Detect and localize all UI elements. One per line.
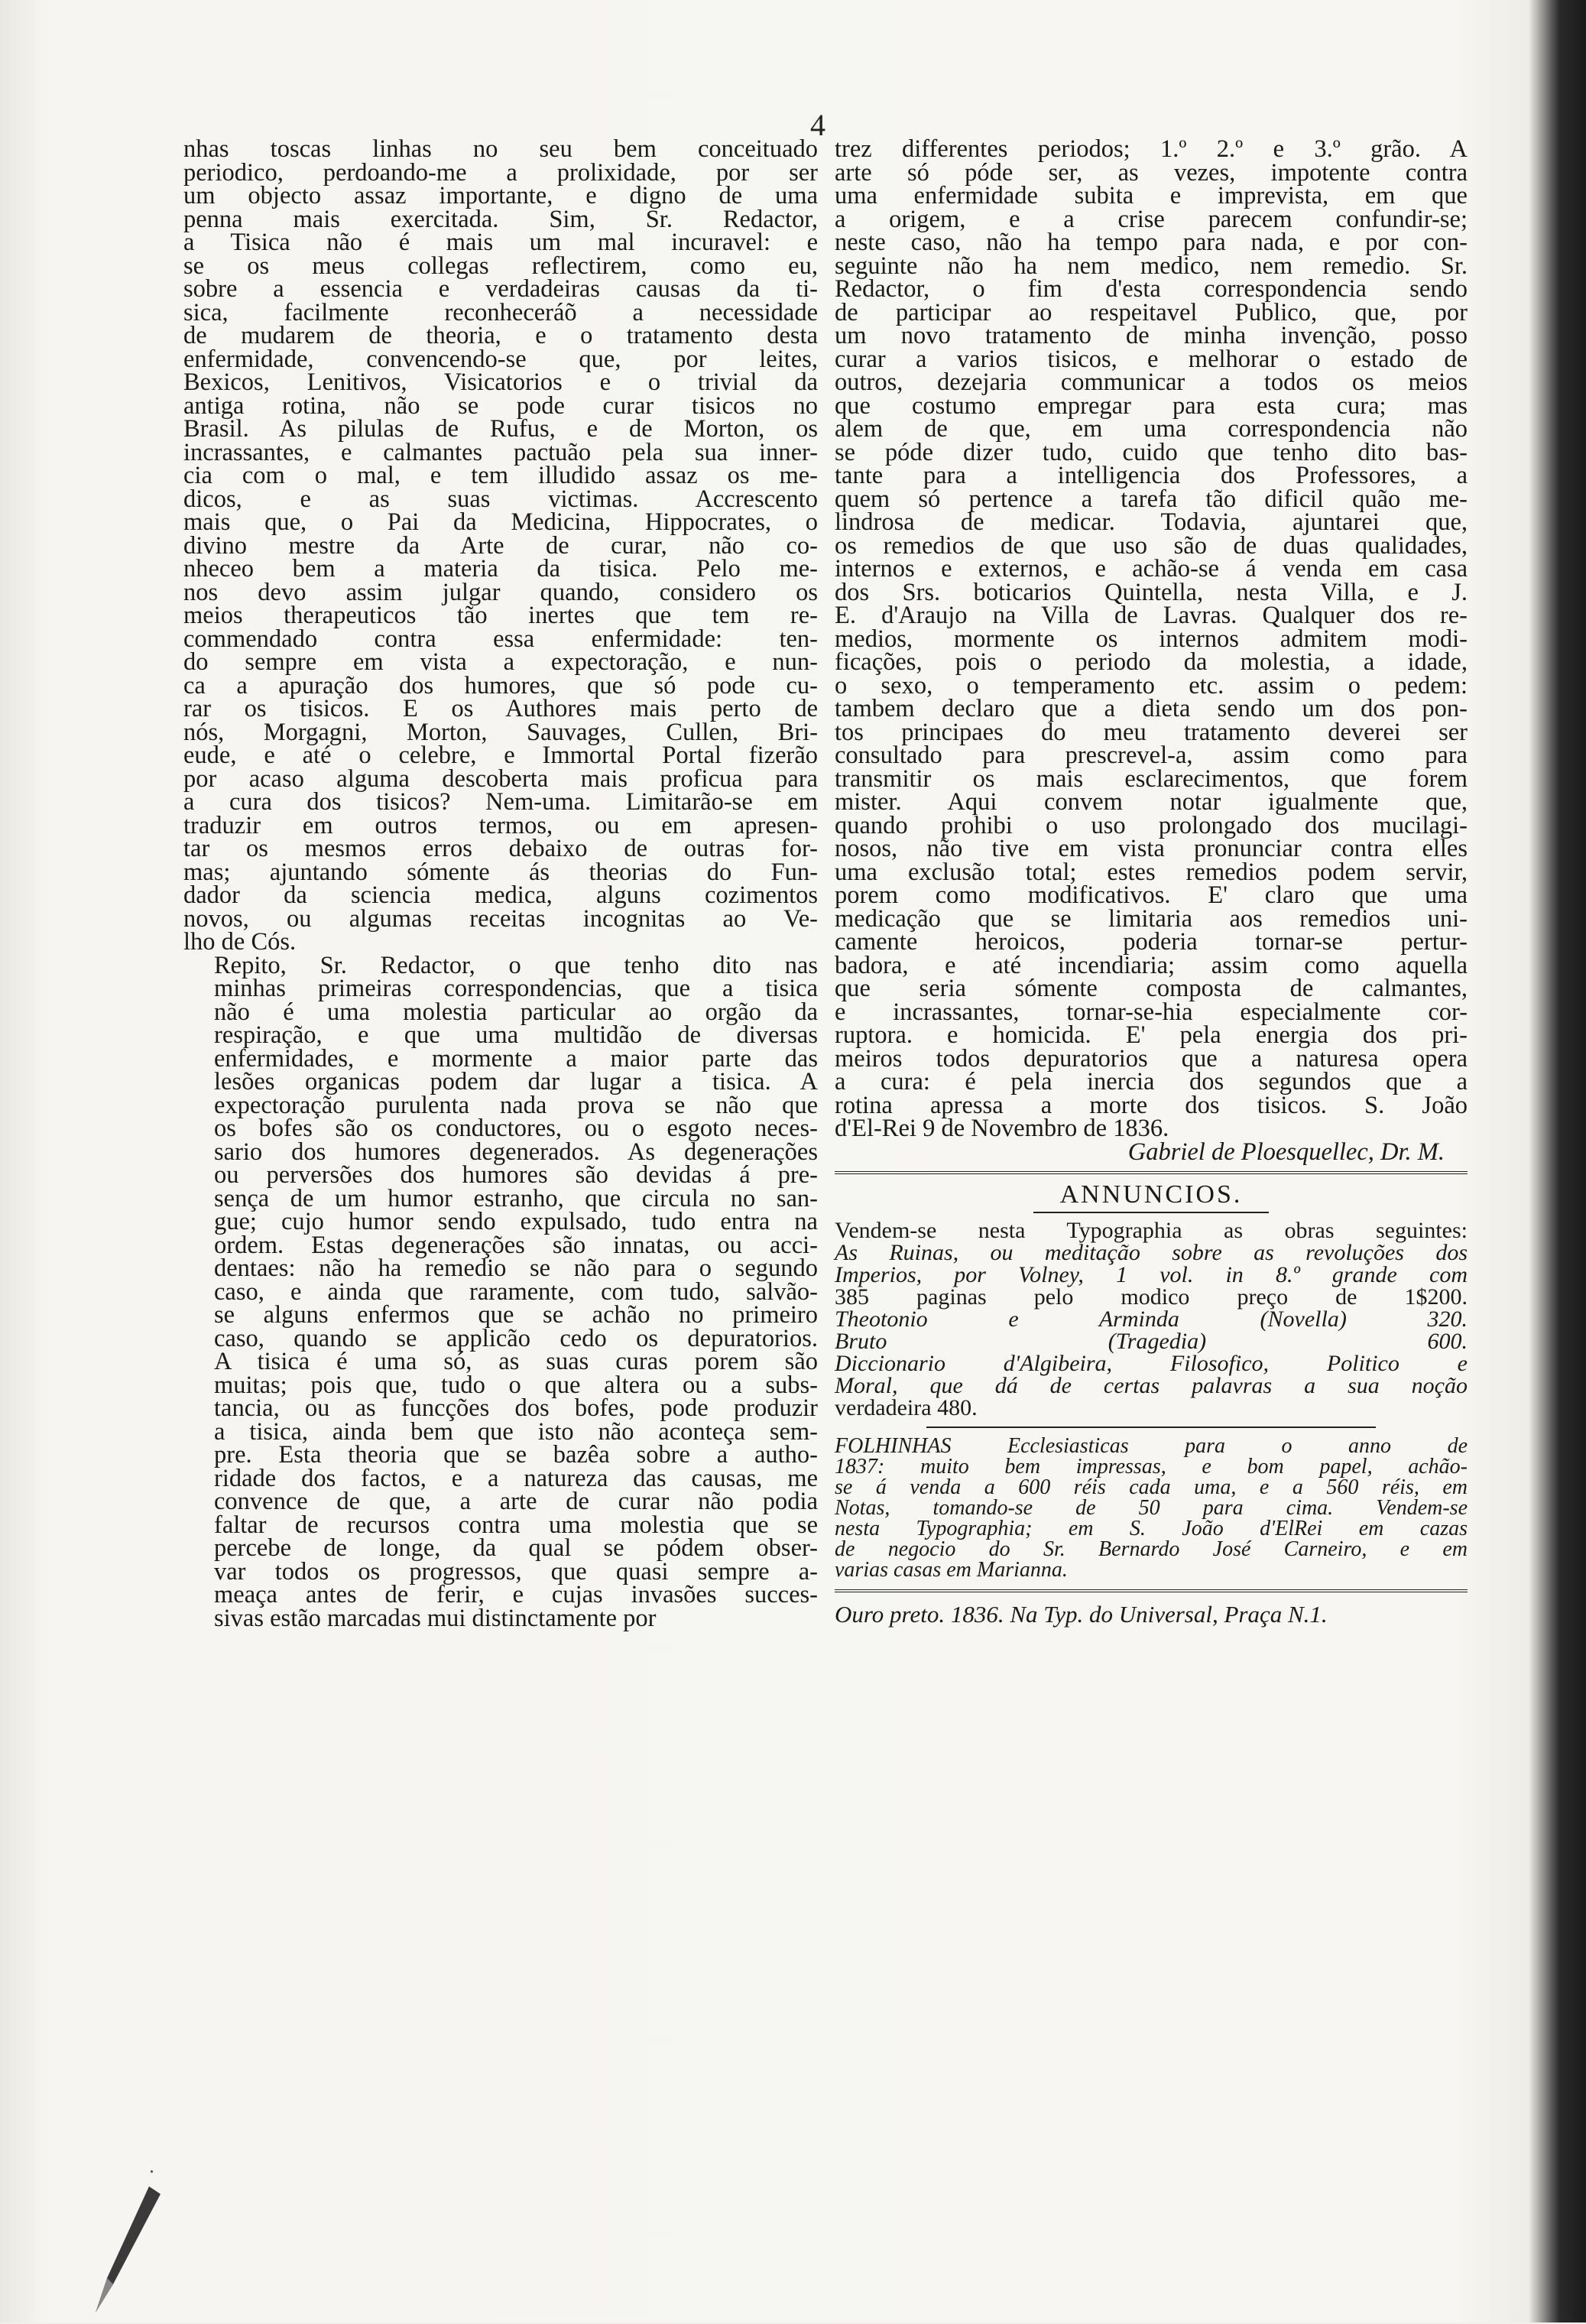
left-paragraph-1-line: nhas toscas linhas no seu bem conceituado [183, 135, 818, 163]
folhinhas-line: FOLHINHAS Ecclesiasticas para o anno de [835, 1433, 1468, 1458]
right-paragraph-1-line: internos e externos, e achão-se á venda em casa [835, 555, 1468, 583]
right-paragraph-1-line: os remedios de que uso são de duas qualidades, [835, 531, 1468, 560]
right-paragraph-1-line: arte só póde ser, as vezes, impotente contra [835, 158, 1468, 187]
advertisement-divider [926, 1427, 1376, 1428]
left-paragraph-1-line: enfermidade, convencendo-se que, por leites, [183, 345, 818, 373]
folhinhas-line: Notas, tomando-se de 50 para cima. Vendem-se [835, 1495, 1468, 1520]
right-paragraph-1-line: e incrassantes, tornar-se-hia especialmente cor- [835, 998, 1468, 1026]
advertisement-line: Moral, que dá de certas palavras a sua noção [835, 1372, 1468, 1398]
left-paragraph-1-line: se os meus collegas reflectirem, como eu, [183, 252, 818, 280]
right-paragraph-1-line: meiros todos depuratorios que a naturesa opera [835, 1044, 1468, 1073]
folhinhas-line: de negocio do Sr. Bernardo José Carneiro, e em [835, 1537, 1468, 1561]
margin-mark: . [149, 2154, 154, 2178]
left-paragraph-1-line: nos devo assim julgar quando, considero os [183, 578, 818, 606]
left-paragraph-2-line: caso, quando se applicão cedo os depuratorios. [214, 1324, 818, 1352]
right-paragraph-1-line: rotina apressa a morte dos tisicos. S. João [835, 1091, 1468, 1119]
left-paragraph-1-line: antiga rotina, não se pode curar tisicos no [183, 391, 818, 420]
right-paragraph-1-line: quando prohibi o uso prolongado dos mucilagi- [835, 811, 1468, 839]
left-paragraph-1-line: rar os tisicos. E os Authores mais perto de [183, 695, 818, 722]
right-paragraph-1-line: a origem, e a crise parecem confundir-se; [835, 205, 1468, 233]
left-paragraph-1-line: incrassantes, e calmantes pactuão pela sua inner- [183, 438, 818, 466]
left-paragraph-1-line: lho de Cós. [183, 928, 297, 956]
right-paragraph-1-line: trez differentes periodos; 1.º 2.º e 3.º grão. A [835, 135, 1468, 163]
left-paragraph-1-line: de mudarem de theoria, e o tratamento desta [183, 322, 818, 349]
right-paragraph-1-line: seguinte não ha nem medico, nem remedio. Sr. [835, 252, 1468, 280]
heading-rule [1033, 1212, 1269, 1213]
right-paragraph-1-line: alem de que, em uma correspondencia não [835, 415, 1468, 443]
left-paragraph-1-line: nós, Morgagni, Morton, Sauvages, Cullen, Bri- [183, 718, 818, 746]
right-paragraph-1-line: outros, dezejaria communicar a todos os meios [835, 368, 1468, 396]
right-paragraph-1-line: tambem declaro que a dieta sendo um dos pon- [835, 695, 1468, 722]
left-paragraph-1-line: eude, e até o celebre, e Immortal Portal fizerão [183, 742, 818, 769]
left-paragraph-2-line: sença de um humor estranho, que circula no san- [214, 1184, 818, 1212]
left-paragraph-2-line: ordem. Estas degenerações são innatas, ou acci- [214, 1231, 818, 1259]
left-paragraph-2-line: a tisica, ainda bem que isto não aconteça sem- [214, 1417, 818, 1446]
left-paragraph-1-line: a Tisica não é mais um mal incuravel: e [183, 229, 818, 256]
left-paragraph-1-line: ca a apuração dos humores, que só pode cu- [183, 671, 818, 699]
advertisement-line: Theotonio e Arminda (Novella) 320. [835, 1306, 1468, 1332]
right-paragraph-1-line: medicação que se limitaria aos remedios uni- [835, 904, 1468, 933]
annuncios-heading: ANNUNCIOS. [1059, 1180, 1243, 1209]
left-paragraph-1-line: Bexicos, Lenitivos, Visicatorios e o trivial da [183, 368, 818, 396]
left-paragraph-2-line: gue; cujo humor sendo expulsado, tudo entra na [214, 1208, 818, 1235]
left-paragraph-2-line: os bofes são os conductores, ou o esgoto neces- [214, 1115, 818, 1142]
right-paragraph-1 [835, 135, 1468, 1142]
right-paragraph-1-line: ficações, pois o periodo da molestia, a idade, [835, 648, 1468, 676]
left-paragraph-1-line: um objecto assaz importante, e digno de uma [183, 182, 818, 209]
left-paragraph-1-line: a cura dos tisicos? Nem-uma. Limitarão-se em [183, 788, 818, 816]
right-paragraph-1-line: ruptora. e homicida. E' pela energia dos pri- [835, 1021, 1468, 1049]
folhinhas-line: nesta Typographia; em S. João d'ElRei em cazas [835, 1516, 1468, 1540]
left-paragraph-2-line: tancia, ou as funcções dos bofes, pode produzir [214, 1394, 818, 1422]
left-paragraph-1-line: mais que, o Pai da Medicina, Hippocrates, o [183, 508, 818, 536]
left-paragraph-1-line: dador da sciencia medica, alguns cozimentos [183, 881, 818, 909]
left-paragraph-2-line: convence de que, a arte de curar não podia [214, 1488, 818, 1515]
book-advertisement [835, 1219, 1468, 1419]
right-paragraph-1-line: a cura: é pela inercia dos segundos que a [835, 1068, 1468, 1095]
advertisement-line: Diccionario d'Algibeira, Filosofico, Politico e [835, 1350, 1468, 1376]
right-paragraph-1-line: d'El-Rei 9 de Novembro de 1836. [835, 1115, 1169, 1142]
right-paragraph-1-line: neste caso, não ha tempo para nada, e por con- [835, 229, 1468, 256]
right-paragraph-1-line: se póde dizer tudo, cuido que tenho dito bas- [835, 438, 1468, 466]
left-paragraph-2-line: não é uma molestia particular ao orgão da [214, 998, 818, 1026]
left-paragraph-2-line: lesões organicas podem dar lugar a tisica. A [214, 1068, 818, 1095]
advertisement-line: verdadeira 480. [835, 1394, 978, 1420]
left-paragraph-2 [183, 951, 818, 1632]
right-paragraph-1-line: que seria sómente composta de calmantes, [835, 975, 1468, 1002]
author-signature: Gabriel de Ploesquellec, Dr. M. [1127, 1138, 1445, 1166]
left-paragraph-1-line: meios therapeuticos tão inertes que tem re- [183, 602, 818, 629]
left-paragraph-2-line: percebe de longe, da qual se pódem obser- [214, 1534, 818, 1562]
left-paragraph-1 [183, 135, 818, 956]
left-paragraph-2-line: meaça antes de ferir, e cujas invasões succes- [214, 1581, 818, 1608]
left-paragraph-2-line: caso, e ainda que raramente, com tudo, salvão- [214, 1277, 818, 1306]
left-paragraph-2-line: minhas primeiras correspondencias, que a tisica [214, 975, 818, 1002]
right-paragraph-1-line: lindrosa de medicar. Todavia, ajuntarei que, [835, 508, 1468, 536]
left-paragraph-1-line: do sempre em vista a expectoração, e nun- [183, 648, 818, 676]
section-divider [835, 1171, 1468, 1179]
folhinhas-advertisement [835, 1433, 1468, 1582]
left-paragraph-1-line: sobre a essencia e verdadeiras causas da ti- [183, 275, 818, 303]
left-paragraph-2-line: respiração, e que uma multidão de diversas [214, 1021, 818, 1049]
right-paragraph-1-line: uma exclusão total; estes remedios podem servir, [835, 858, 1468, 886]
left-paragraph-2-line: var todos os progressos, que quasi sempre a- [214, 1557, 818, 1586]
left-paragraph-1-line: commendado contra essa enfermidade: ten- [183, 625, 818, 653]
left-paragraph-1-line: cia com o mal, e tem illudido assaz os me- [183, 462, 818, 489]
advertisement-line: Imperios, por Volney, 1 vol. in 8.º grande com [835, 1261, 1468, 1287]
right-paragraph-1-line: porem como modificativos. E' claro que uma [835, 881, 1468, 909]
right-paragraph-1-line: dos Srs. boticarios Quintella, nesta Villa, e J. [835, 578, 1468, 606]
left-paragraph-1-line: nheceo bem a materia da tisica. Pelo me- [183, 555, 818, 583]
right-paragraph-1-line: badora, e até incendiaria; assim como aquella [835, 951, 1468, 979]
left-paragraph-2-line: Repito, Sr. Redactor, o que tenho dito nas [214, 951, 818, 979]
right-paragraph-1-line: quem só pertence a tarefa tão dificil quão me- [835, 485, 1468, 513]
right-paragraph-1-line: curar a varios tisicos, e melhorar o estado de [835, 345, 1468, 373]
left-paragraph-1-line: traduzir em outros termos, ou em apresen- [183, 811, 818, 839]
imprint-divider [835, 1589, 1468, 1597]
left-paragraph-1-line: penna mais exercitada. Sim, Sr. Redactor, [183, 205, 818, 233]
left-paragraph-2-line: expectoração purulenta nada prova se não que [214, 1091, 818, 1119]
left-paragraph-1-line: divino mestre da Arte de curar, não co- [183, 531, 818, 560]
left-paragraph-2-line: enfermidades, e mormente a maior parte das [214, 1044, 818, 1073]
left-paragraph-2-line: sivas estão marcadas mui distinctamente por [214, 1604, 657, 1632]
page-number: 4 [810, 108, 825, 142]
left-paragraph-1-line: novos, ou algumas receitas incognitas ao Ve- [183, 904, 818, 933]
right-paragraph-1-line: o sexo, o temperamento etc. assim o pedem: [835, 671, 1468, 699]
right-paragraph-1-line: Redactor, o fim d'esta correspondencia sendo [835, 275, 1468, 303]
left-column [183, 135, 818, 1632]
right-column [835, 135, 1468, 1628]
right-paragraph-1-line: que costumo empregar para esta cura; mas [835, 391, 1468, 420]
right-paragraph-1-line: camente heroicos, poderia tornar-se pertur- [835, 928, 1468, 956]
left-paragraph-1-line: tar os mesmos erros debaixo de outras for- [183, 835, 818, 862]
right-paragraph-1-line: de participar ao respeitavel Publico, que, por [835, 298, 1468, 326]
left-paragraph-1-line: dicos, e as suas victimas. Accrescento [183, 485, 818, 513]
left-paragraph-2-line: faltar de recursos contra uma molestia que se [214, 1511, 818, 1539]
left-paragraph-1-line: Brasil. As pilulas de Rufus, e de Morton, os [183, 415, 818, 443]
left-paragraph-2-line: se alguns enfermos que se achão no primeiro [214, 1301, 818, 1329]
advertisement-line: Vendem-se nesta Typographia as obras seguintes: [835, 1217, 1468, 1243]
left-paragraph-2-line: A tisica é uma só, as suas curas porem são [214, 1348, 818, 1375]
right-paragraph-1-line: transmitir os mais esclarecimentos, que forem [835, 764, 1468, 793]
left-paragraph-2-line: muitas; pois que, tudo o que altera ou a subs- [214, 1371, 818, 1399]
advertisement-line: Bruto (Tragedia) 600. [835, 1328, 1468, 1354]
left-paragraph-1-line: por acaso alguma descoberta mais proficua para [183, 764, 818, 793]
right-paragraph-1-line: tos principaes do meu tratamento deverei ser [835, 718, 1468, 746]
left-paragraph-2-line: ou perversões dos humores são devidas á pre- [214, 1161, 818, 1189]
folhinhas-line: varias casas em Marianna. [835, 1557, 1068, 1582]
right-paragraph-1-line: medios, mormente os internos admitem modi- [835, 625, 1468, 653]
right-paragraph-1-line: tante para a intelligencia dos Professores, a [835, 462, 1468, 489]
left-paragraph-2-line: sario dos humores degenerados. As degenerações [214, 1138, 818, 1166]
right-paragraph-1-line: um novo tratamento de minha invenção, posso [835, 322, 1468, 349]
advertisement-line: 385 paginas pelo modico preço de 1$200. [835, 1284, 1468, 1310]
pen-nib-icon [76, 2186, 168, 2324]
printer-imprint: Ouro preto. 1836. Na Typ. do Universal, Praça N.1. [835, 1600, 1328, 1628]
folhinhas-line: se á venda a 600 réis cada uma, e a 560 réis, em [835, 1475, 1468, 1499]
left-paragraph-2-line: ridade dos factos, e a natureza das causas, me [214, 1464, 818, 1492]
folhinhas-line: 1837: muito bem impressas, e bom papel, achão- [835, 1454, 1468, 1478]
left-paragraph-1-line: mas; ajuntando sómente ás theorias do Fun- [183, 858, 818, 886]
right-paragraph-1-line: nosos, não tive em vista pronunciar contra elles [835, 835, 1468, 862]
advertisement-line: As Ruinas, ou meditação sobre as revoluções dos [835, 1239, 1468, 1265]
left-paragraph-1-line: sica, facilmente reconheceráõ a necessidade [183, 298, 818, 326]
left-paragraph-2-line: pre. Esta theoria que se bazêa sobre a autho- [214, 1441, 818, 1469]
right-paragraph-1-line: uma enfermidade subita e imprevista, em que [835, 182, 1468, 209]
left-paragraph-1-line: periodico, perdoando-me a prolixidade, por ser [183, 158, 818, 187]
right-paragraph-1-line: consultado para prescrevel-a, assim como para [835, 742, 1468, 769]
left-paragraph-2-line: dentaes: não ha remedio se não para o segundo [214, 1255, 818, 1282]
right-paragraph-1-line: mister. Aqui convem notar igualmente que, [835, 788, 1468, 816]
right-paragraph-1-line: E. d'Araujo na Villa de Lavras. Qualquer dos re- [835, 602, 1468, 629]
